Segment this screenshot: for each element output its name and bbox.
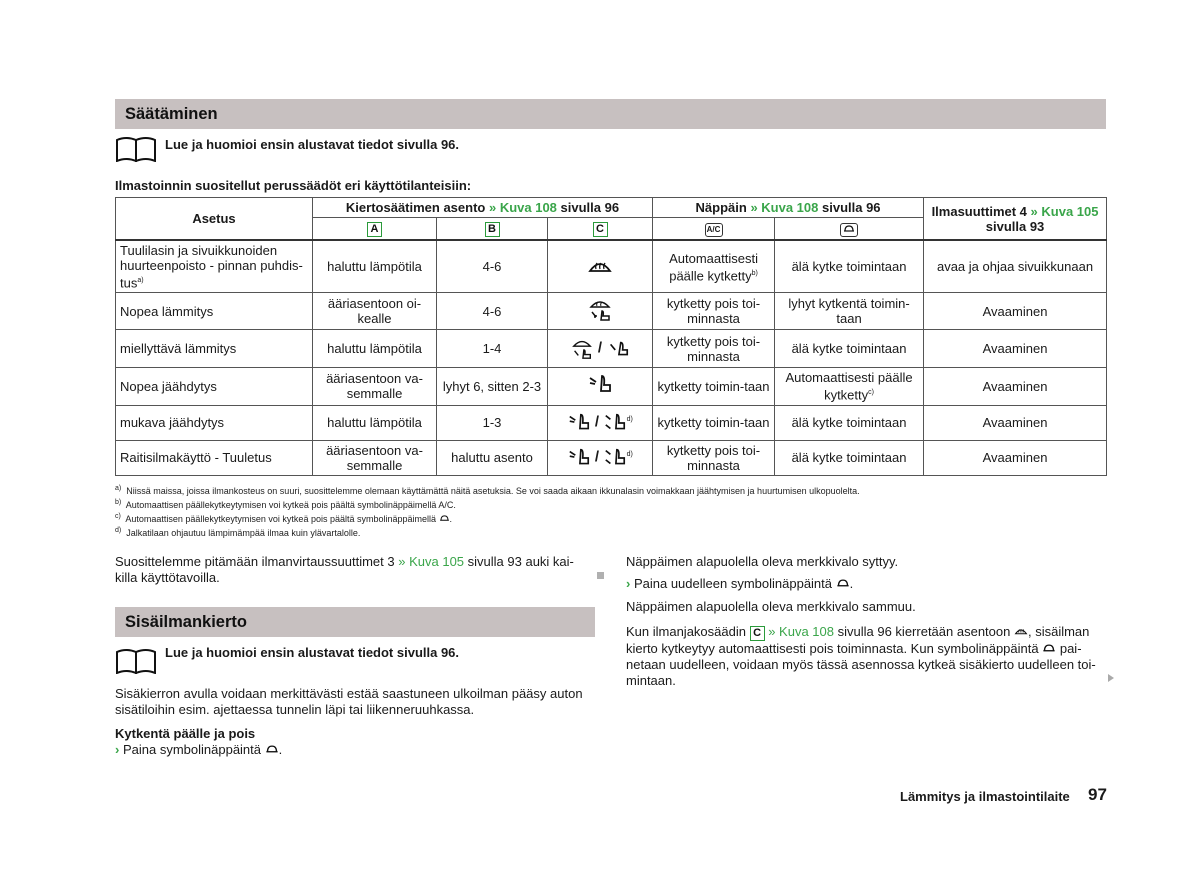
face-footwell-vent-icon	[603, 411, 627, 435]
recirculation-button-icon	[840, 223, 858, 237]
header-kierto: Kiertosäätimen asento » Kuva 108 sivulla 96	[313, 198, 653, 218]
col-recirc-header	[775, 218, 924, 241]
defrost-footwell-icon	[570, 336, 594, 362]
recirculation-icon	[1042, 644, 1056, 653]
col-a-header: A	[313, 218, 437, 241]
table-row: Raitisilmakäyttö - Tuuletus ääriasentoon va-semmalle haluttu asento / $^{d)}$ kytketty pois toi-minnasta älä kytke toimintaan Avaaminen	[116, 440, 1107, 475]
header-ilmasuuttimet: Ilmasuuttimet 4 » Kuva 105 sivulla 93	[924, 198, 1107, 241]
table-row: miellyttävä lämmitys haluttu lämpötila 1-4 / kytketty pois toi-minnasta älä kytke toimintaan Avaaminen	[116, 330, 1107, 368]
continue-arrow-icon	[1108, 674, 1114, 682]
paragraph-distribution: Kun ilmanjakosäädin C » Kuva 108 sivulla 96 kierretään asentoon , sisäilman kierto kytkeytyy automaattisesti pois toiminnasta. Kun symbolinäppäintä pai- netaan uudelleen, voidaan myös tässä asennossa kytkeä sisäkierto uudelleen toi- mintaan.	[626, 624, 1096, 688]
prerequisite-note: Lue ja huomioi ensin alustavat tiedot sivulla 96.	[165, 137, 460, 152]
recirculation-icon	[439, 515, 450, 522]
step-press-button: › Paina symbolinäppäintä .	[115, 742, 283, 757]
footnote-d: $^{d)}$ Jalkatilaan ohjautuu lämpimämpää ilmaa kuin ylävartalolle.	[115, 527, 361, 538]
book-icon	[115, 136, 157, 162]
footnote-b: $^{b)}$ Automaattisen päällekytkeytymisen voi kytkeä pois päältä symbolinäppäimellä A/C.	[115, 499, 456, 510]
paragraph-vents: Suosittelemme pitämään ilmanvirtaussuuttimet 3 » Kuva 105 sivulla 93 auki kai- killa käyttötavoilla.	[115, 554, 574, 585]
section-heading-saataminen: Säätäminen	[115, 99, 1106, 129]
col-ac-header	[653, 218, 775, 241]
section-heading-sisailmankierto: Sisäilmankierto	[115, 607, 595, 637]
footnote-c: $^{c)}$ Automaattisen päällekytkeytymisen voi kytkeä pois päältä symbolinäppäimellä .	[115, 513, 453, 524]
windshield-defrost-icon	[1014, 625, 1028, 636]
sub-heading-switch: Kytkentä päälle ja pois	[115, 726, 256, 741]
footnote-a: $^{a)}$ Niissä maissa, joissa ilmankosteus on suuri, suosittelemme olemaan käyttämättä näitä asetuksia. Se voi saada aikaan ikkunalasin voimakkaan jäähtymisen ja huurtumisen ulkopuolelta.	[115, 485, 860, 496]
indicator-off-text: Näppäimen alapuolella oleva merkkivalo sammuu.	[626, 599, 916, 614]
col-b-header: B	[437, 218, 548, 241]
indicator-on-text: Näppäimen alapuolella oleva merkkivalo syttyy.	[626, 554, 899, 569]
settings-table	[115, 197, 1107, 476]
footwell-icon	[606, 336, 630, 362]
header-asetus: Asetus	[116, 198, 313, 241]
book-icon	[115, 648, 157, 674]
paragraph-recirculation: Sisäkierron avulla voidaan merkittävästi estää saastuneen ulkoilman pääsy auton sisätiloihin esim. ajettaessa tunnelin läpi tai liikenneruuhkassa.	[115, 686, 583, 717]
step-press-again: › Paina uudelleen symbolinäppäintä .	[626, 576, 854, 591]
recirculation-icon	[836, 579, 850, 588]
table-row: Nopea jäähdytys ääriasentoon va-semmalle lyhyt 6, sitten 2-3 kytketty toimin-taan Automaattisesti päälle kytketty$^{c)}$ Avaaminen	[116, 368, 1107, 405]
recirculation-icon	[265, 745, 279, 754]
face-vent-icon	[567, 446, 591, 470]
table-row: mukava jäähdytys haluttu lämpötila 1-3 / $^{d)}$ kytketty toimin-taan älä kytke toimintaan Avaaminen	[116, 405, 1107, 440]
prerequisite-note-2: Lue ja huomioi ensin alustavat tiedot sivulla 96.	[165, 645, 460, 660]
end-marker	[597, 572, 604, 579]
face-footwell-vent-icon	[603, 446, 627, 470]
page-number: 97	[1088, 785, 1107, 804]
col-c-header: C	[548, 218, 653, 241]
footer-chapter-title: Lämmitys ja ilmastointilaite	[900, 789, 1070, 804]
table-header-row	[116, 198, 1107, 218]
face-vent-icon	[567, 411, 591, 435]
ac-button-icon: A/C	[705, 223, 723, 237]
table-intro: Ilmastoinnin suositellut perussäädöt eri käyttötilanteisiin:	[115, 178, 472, 193]
face-vent-icon	[587, 372, 613, 398]
table-row: Nopea lämmitys ääriasentoon oi-kealle 4-6 kytketty pois toi-minnasta lyhyt kytkentä toimin-taan Avaaminen	[116, 293, 1107, 330]
defrost-footwell-icon	[587, 297, 613, 323]
windshield-defrost-icon	[587, 255, 613, 275]
table-row: Tuulilasin ja sivuikkunoiden huurteenpoisto - pinnan puhdis-tus$^{a)}$ haluttu lämpötila 4-6 Automaattisesti päälle kytketty$^{b)}$ älä kytke toimintaan avaa ja ohjaa sivuikkunaan	[116, 240, 1107, 293]
header-nappain: Näppäin » Kuva 108 sivulla 96	[653, 198, 924, 218]
